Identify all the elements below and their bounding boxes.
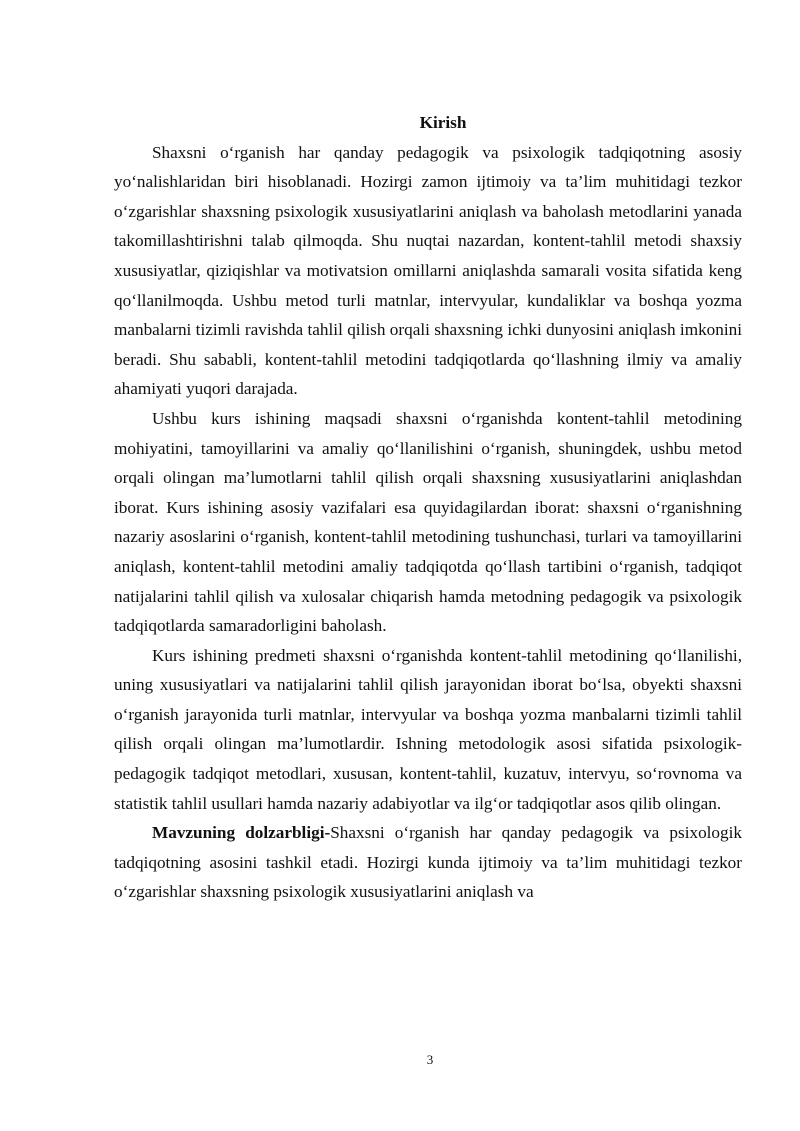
relevance-heading: Mavzuning dolzarbligi- [152, 823, 331, 843]
paragraph-relevance [114, 818, 742, 907]
relevance-text: Shaxsni o‘rganish har qanday pedagogik va psixologik tadqiqotning asosini tashkil etadi. Hozirgi kunda ijtimoiy va ta’lim muhitidagi tezkor o‘zgarishlar shaxsning psixologik xususiyatlarini aniqlash va [114, 823, 742, 902]
paragraph-introduction: Shaxsni o‘rganish har qanday pedagogik va psixologik tadqiqotning asosiy yo‘nalishlaridan biri hisoblanadi. Hozirgi zamon ijtimoiy va ta’lim muhitidagi tezkor o‘zgarishlar shaxsning psixologik xususiyatlarini aniqlash va baholash metodlarini yanada takomillashtirishni talab qilmoqda. Shu nuqtai nazardan, kontent-tahlil metodi shaxsiy xususiyatlar, qiziqishlar va motivatsion omillarni aniqlashda samarali vosita sifatida keng qo‘llanilmoqda. Ushbu metod turli matnlar, intervyular, kundaliklar va boshqa yozma manbalarni tizimli ravishda tahlil qilish orqali shaxsning ichki dunyosini aniqlash imkonini beradi. Shu sababli, kontent-tahlil metodini tadqiqotlarda qo‘llashning ilmiy va amaliy ahamiyati yuqori darajada. [114, 142, 742, 399]
section-title: Kirish [419, 113, 467, 132]
page-number: 3 [426, 1052, 434, 1067]
paragraph-subject-and-object: Kurs ishining predmeti shaxsni o‘rganishda kontent-tahlil metodining qo‘llanilishi, uning xususiyatlari va natijalarini tahlil qilish jarayonidan iborat bo‘lsa, obyekti shaxsni o‘rganish jarayonida turli matnlar, intervyular va boshqa yozma manbalarni tizimli tahlil qilish orqali olingan ma’lumotlardir. Ishning metodologik asosi sifatida psixologik-pedagogik tadqiqot metodlari, xususan, kontent-tahlil, kuzatuv, intervyu, so‘rovnoma va statistik tahlil usullari hamda nazariy adabiyotlar va ilg‘or tadqiqotlar asos qilib olingan. [114, 645, 742, 813]
paragraph-aim-and-tasks: Ushbu kurs ishining maqsadi shaxsni o‘rganishda kontent-tahlil metodining mohiyatini, tamoyillarini va amaliy qo‘llanilishini o‘rganish, shuningdek, ushbu metod orqali olingan ma’lumotlarni tahlil qilish orqali shaxsning xususiyatlarini aniqlashdan iborat. Kurs ishining asosiy vazifalari esa quyidagilardan iborat: shaxsni o‘rganishning nazariy asoslarini o‘rganish, kontent-tahlil metodining tushunchasi, turlari va tamoyillarini aniqlash, kontent-tahlil metodini amaliy tadqiqotda qo‘llash tartibini o‘rganish, tadqiqot natijalarini tahlil qilish va xulosalar chiqarish hamda metodning pedagogik va psixologik tadqiqotlarda samaradorligini baholash. [114, 408, 742, 636]
page-content [114, 108, 742, 907]
